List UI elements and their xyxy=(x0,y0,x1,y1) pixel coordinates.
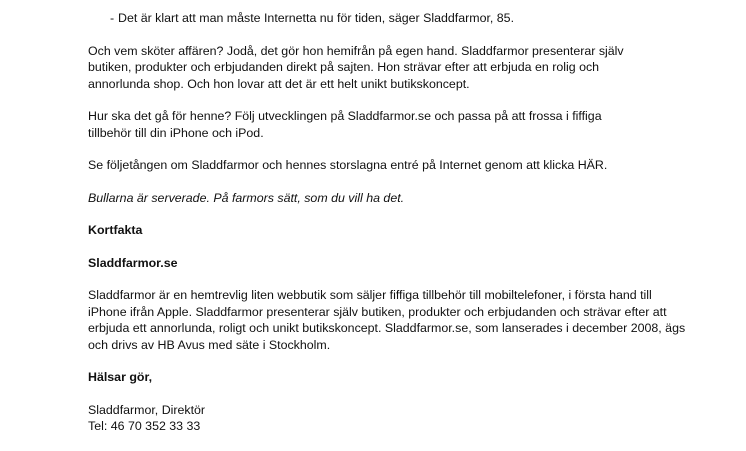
paragraph-company-description: Sladdfarmor är en hemtrevlig liten webbutik som säljer fiffiga tillbehör till mobiltelefoner, i första hand till iPhone ifrån Apple. Sladdfarmor presenterar själv butiken, produkter och erbjudanden och strävar efter att erbjuda ett annorlunda, roligt och unikt butikskoncept. Sladdfarmor.se, som lanserades i december 2008, ägs och drivs av HB Avus med säte i Stockholm. xyxy=(88,288,686,352)
bullet-dash: - xyxy=(110,11,115,25)
closing-greeting: Hälsar gör, xyxy=(88,370,153,384)
paragraph-follow-progress: Hur ska det gå för henne? Följ utvecklingen på Sladdfarmor.se och passa på att frossa i fiffiga tillbehör till din iPhone och iPod. xyxy=(88,109,602,140)
signature-name: Sladdfarmor, Direktör xyxy=(88,402,206,417)
heading-kortfakta: Kortfakta xyxy=(88,223,143,237)
closing-signature-block xyxy=(88,402,688,435)
quote-text: Det är klart att man måste Internetta nu för tiden, säger Sladdfarmor, 85. xyxy=(118,11,515,25)
signature-phone: Tel: 46 70 352 33 33 xyxy=(88,419,201,433)
heading-sladdfarmor-se: Sladdfarmor.se xyxy=(88,255,178,270)
document-page xyxy=(88,10,688,451)
paragraph-click-here: Se följetången om Sladdfarmor och hennes storslagna entré på Internet genom att klicka HÄR. xyxy=(88,158,608,172)
quote-bullet xyxy=(88,10,688,27)
paragraph-buns-served: Bullarna är serverade. På farmors sätt, som du vill ha det. xyxy=(88,190,405,205)
paragraph-shop-management: Och vem sköter affären? Jodå, det gör hon hemifrån på egen hand. Sladdfarmor presenterar själv butiken, produkter och erbjudanden direkt på sajten. Hon strävar efter att erbjuda en rolig och annorlunda shop. Och hon lovar att det är ett helt unikt butikskoncept. xyxy=(88,43,624,91)
